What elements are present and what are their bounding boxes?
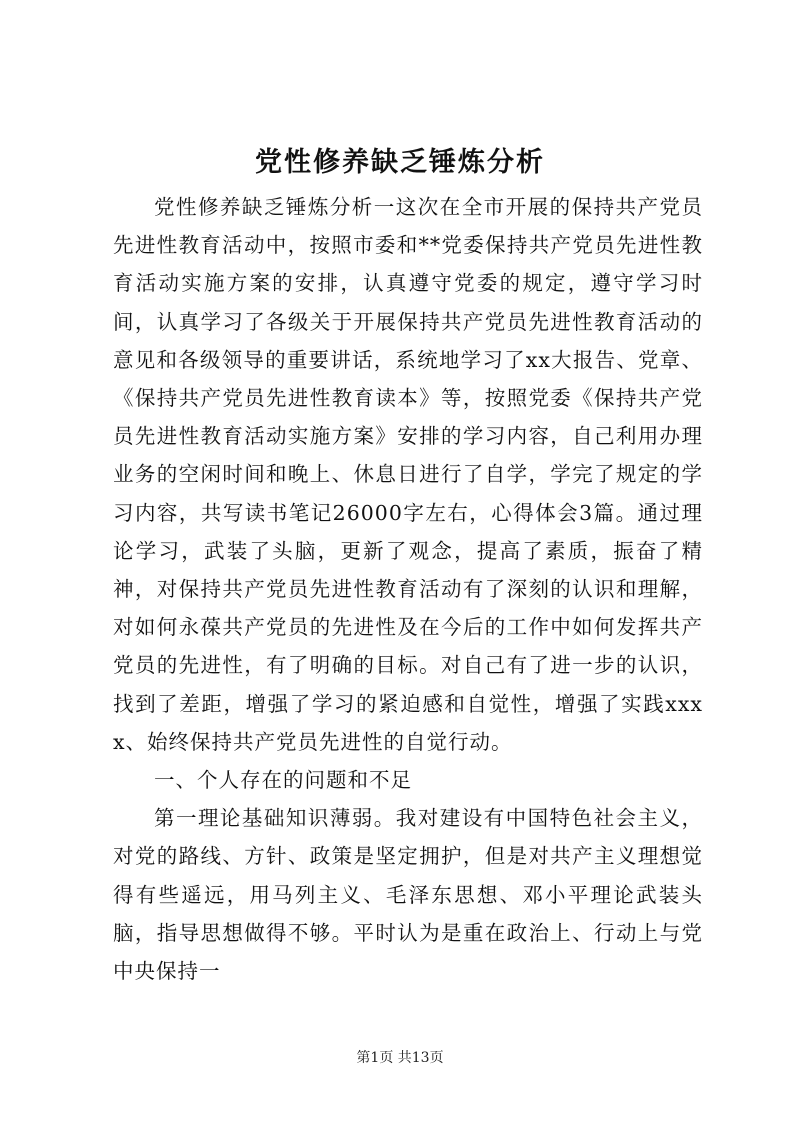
document-title: 党性修养缺乏锤炼分析	[255, 147, 545, 178]
section-heading: 一、个人存在的问题和不足	[154, 768, 412, 793]
paragraph-first-issue: 第一理论基础知识薄弱。我对建设有中国特色社会主义，对党的路线、方针、政策是坚定拥护，但是对共产主义理想觉得有些遥远，用马列主义、毛泽东思想、邓小平理论武装头脑，指导思想做得不够。平时认为是重在政治上、行动上与党中央保持一	[113, 806, 703, 984]
document-body	[113, 188, 703, 990]
paragraph-intro: 党性修养缺乏锤炼分析一这次在全市开展的保持共产党员先进性教育活动中，按照市委和**党委保持共产党员先进性教育活动实施方案的安排，认真遵守党委的规定，遵守学习时间，认真学习了各级关于开展保持共产党员先进性教育活动的意见和各级领导的重要讲话，系统地学习了xx大报告、党章、《保持共产党员先进性教育读本》等，按照党委《保持共产党员先进性教育活动实施方案》安排的学习内容，自己利用办理业务的空闲时间和晚上、休息日进行了自学，学完了规定的学习内容，共写读书笔记26000字左右，心得体会3篇。通过理论学习，武装了头脑，更新了观念，提高了素质，振奋了精神，对保持共产党员先进性教育活动有了深刻的认识和理解，对如何永葆共产党员的先进性及在今后的工作中如何发挥共产党员的先进性，有了明确的目标。对自己有了进一步的认识，找到了差距，增强了学习的紧迫感和自觉性，增强了实践xxxx、始终保持共产党员先进性的自觉行动。	[113, 195, 703, 754]
page-number-footer: 第1页 共13页	[356, 1050, 444, 1066]
